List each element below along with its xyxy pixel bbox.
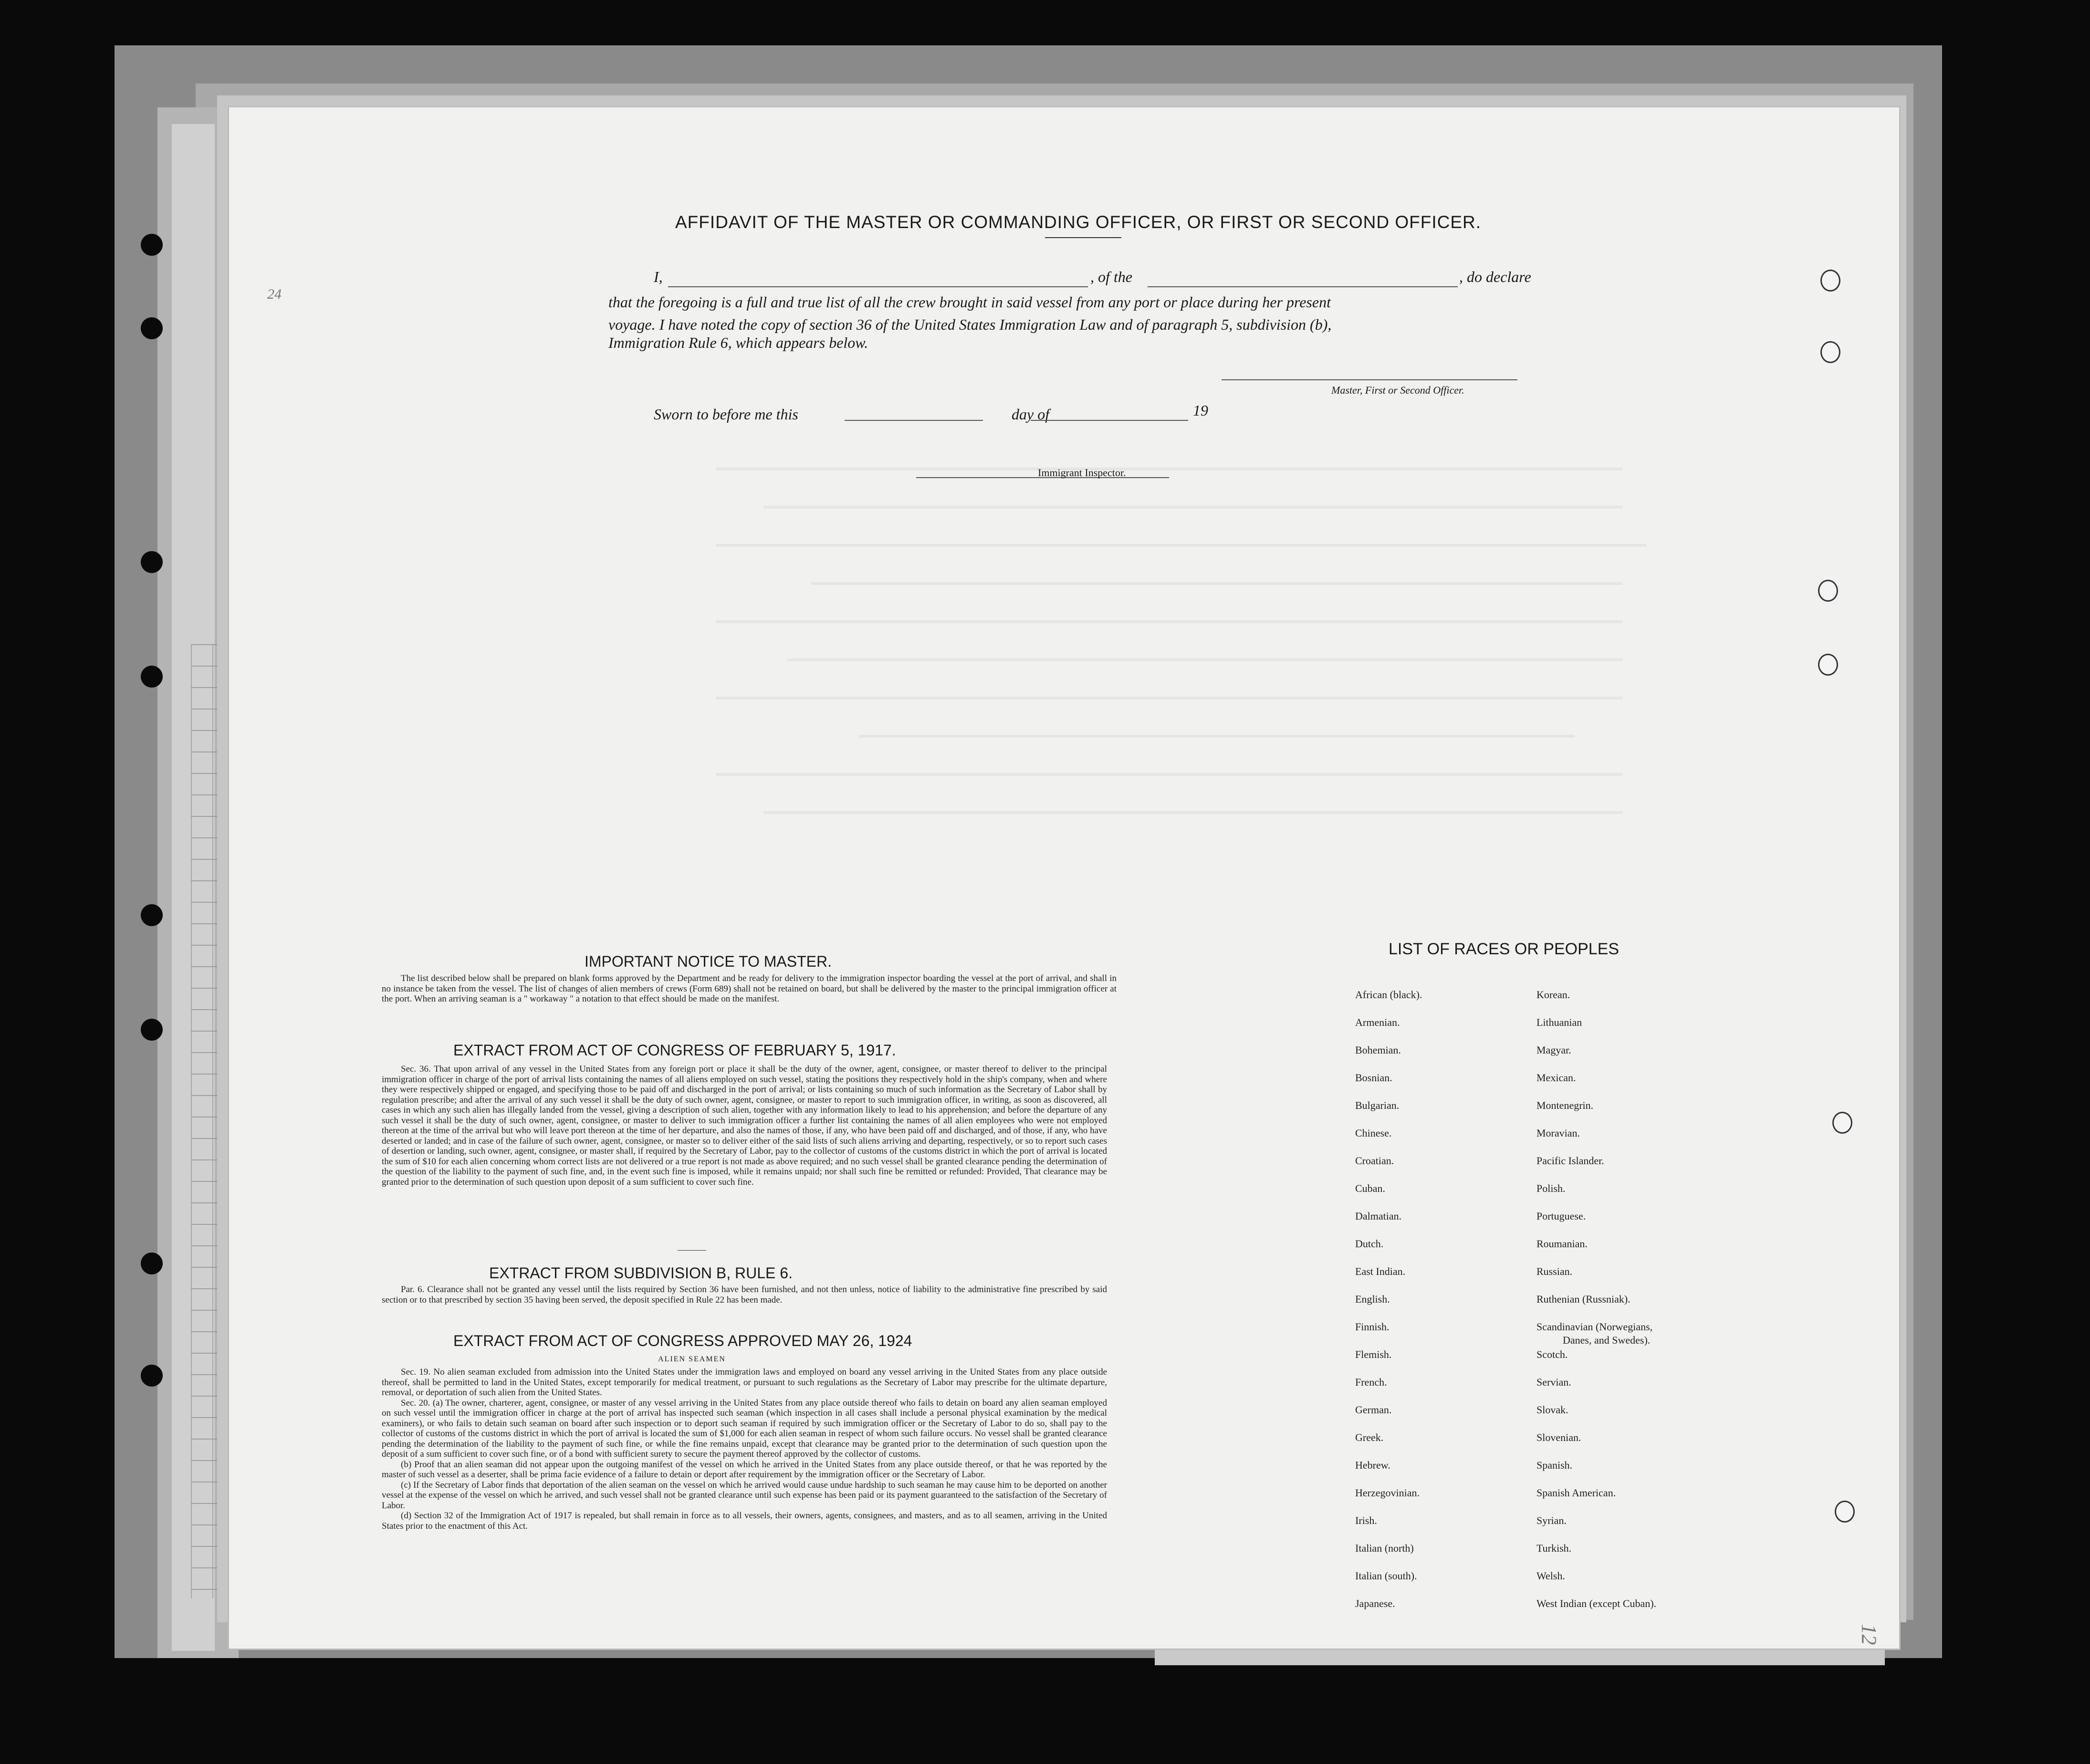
race-item-left: Dutch. (1355, 1238, 1384, 1250)
race-item-left: Japanese. (1355, 1597, 1395, 1609)
binder-hole (141, 234, 163, 256)
race-item-right: Pacific Islander. (1536, 1155, 1604, 1167)
binder-hole (141, 551, 163, 573)
races-left-column (1355, 989, 1527, 1638)
notice-paragraph: The list described below shall be prepared on blank forms approved by the Department and be ready for delivery to the immigration inspector boarding the vessel at the port of arrival, and shall in no instance be taken from the vessel. The list of changes of alien members of crews (Form 689) shall not be retained on board, but shall be delivered by the master to the principal immigration officer at the port. When an arriving seaman is a " workaway " a notation to that effect should be made on the manifest. (382, 973, 1117, 1004)
binder-hole (141, 1253, 163, 1274)
race-item-right: Ruthenian (Russniak). (1536, 1293, 1630, 1305)
race-item-right: Korean. (1536, 989, 1570, 1001)
race-item-right: Lithuanian (1536, 1016, 1582, 1028)
race-item-right: Scandinavian (Norwegians, (1536, 1321, 1653, 1333)
punch-hole (1820, 341, 1840, 363)
affidavit-of-the-label: , of the (1090, 268, 1132, 285)
race-item-left: Herzegovinian. (1355, 1487, 1420, 1499)
day-of-label: day of (1012, 406, 1050, 423)
race-item-right: Montenegrin. (1536, 1099, 1594, 1111)
year-prefix: 19 (1193, 402, 1208, 419)
race-item-right: Russian. (1536, 1265, 1573, 1277)
race-item-left: Cuban. (1355, 1182, 1385, 1194)
inspector-label: Immigrant Inspector. (1038, 467, 1126, 479)
punch-hole (1818, 654, 1838, 676)
master-signature-line[interactable] (1222, 379, 1517, 380)
race-item-left: Italian (south). (1355, 1570, 1417, 1582)
notice-title: IMPORTANT NOTICE TO MASTER. (585, 953, 832, 970)
race-item-right: Moravian. (1536, 1127, 1580, 1139)
extract-1917-title: EXTRACT FROM ACT OF CONGRESS OF FEBRUARY 5, 1917. (453, 1042, 896, 1059)
bottom-sheet-edge (1155, 1646, 1885, 1665)
master-name-line[interactable] (668, 286, 1088, 287)
race-item-left: African (black). (1355, 989, 1422, 1001)
race-item-left: Flemish. (1355, 1348, 1392, 1360)
section-rule (678, 1250, 706, 1251)
race-item-left: Dalmatian. (1355, 1210, 1402, 1222)
extract-rule6-title: EXTRACT FROM SUBDIVISION B, RULE 6. (489, 1264, 793, 1282)
section-20a-paragraph: Sec. 20. (a) The owner, charterer, agent, consignee, or master of any vessel arriving in the United States from any place outside thereof who fails to detain on board any alien seaman employed on such vessel until the immigration officer in charge at the port of arrival has inspected such seaman (which inspection in all cases shall include a personal physical examination by the medical examiners), or who fails to detain such seaman on board after such inspection or to deport such seaman if required by such immigration officer or the Secretary of Labor to do so, shall pay to the collector of customs of the customs district in which the port of arrival is located the sum of $1,000 for each alien seaman in respect of whom such failure occurs. No vessel shall be granted clearance pending the determination of the liability to the payment of such fine, or while the fine remains unpaid, except that clearance may be granted prior to the determination of such question upon the deposit of a sum sufficient to cover such fine, or of a bond with sufficient surety to secure the payment thereof approved by the collector of customs. (382, 1398, 1107, 1459)
bleed-through-table (716, 453, 1718, 883)
binder-hole (141, 317, 163, 339)
section-36-paragraph: Sec. 36. That upon arrival of any vessel in the United States from any foreign port or place it shall be the duty of the owner, agent, consignee, or master thereof to deliver to the principal immigration officer in charge of the port of arrival lists containing the names of all aliens employed on such vessel, stating the positions they respectively hold in the ship's company, when and where they were respectively shipped or engaged, and specifying those to be paid off and discharged in the port of arrival; or lists containing so much of such information as the Secretary of Labor shall by regulation prescribe; and after the arrival of any such vessel it shall be the duty of such owner, agent, consignee, or master to report to such immigration officer, in writing, as soon as discovered, all cases in which any such alien has illegally landed from the vessel, giving a description of such alien, together with any information likely to lead to his apprehension; and before the departure of any such vessel it shall be the duty of such owner, agent, consignee, or master to deliver to such immigration officer a further list containing the names of all alien employees who were not employed thereon at the time of the arrival but who will leave port thereon at the time of her departure, and also the names of those, if any, who have been paid off and discharged, and of those, if any, who have deserted or landed; and in case of the failure of such owner, agent, consignee, or master so to deliver either of the said lists of such aliens arriving and departing, respectively, or so to report such cases of desertion or landing, such owner, agent, consignee, or master shall, if required by the Secretary of Labor, pay to the collector of customs of the customs district in which the port of arrival is located the sum of $10 for each alien concerning whom correct lists are not delivered or a true report is not made as above required; and no such vessel shall be granted clearance pending the determination of the question of the liability to the payment of such fine, and, in the event such fine is imposed, while it remains unpaid; nor shall such fine be remitted or refunded: Provided, That clearance may be granted prior to the determination of such question upon deposit of a sum sufficient to cover such fine. (382, 1064, 1107, 1187)
race-item-right: Magyar. (1536, 1044, 1571, 1056)
race-item-left: Croatian. (1355, 1155, 1394, 1167)
race-item-left: English. (1355, 1293, 1390, 1305)
race-item-right: Roumanian. (1536, 1238, 1588, 1250)
page-number-note: 12 (1857, 1624, 1881, 1645)
extract-1924-title: EXTRACT FROM ACT OF CONGRESS APPROVED MAY 26, 1924 (453, 1332, 912, 1349)
race-item-left: Finnish. (1355, 1321, 1390, 1333)
affidavit-i-label: I, (654, 268, 663, 285)
sworn-day-line[interactable] (845, 420, 983, 421)
race-item-left: German. (1355, 1404, 1392, 1416)
affidavit-body-line-1: that the foregoing is a full and true list of all the crew brought in said vessel from any port or place during her present (608, 293, 1331, 311)
punch-hole (1832, 1112, 1852, 1134)
race-item-right: West Indian (except Cuban). (1536, 1597, 1657, 1609)
race-item-left: Hebrew. (1355, 1459, 1390, 1471)
paragraph-6: Par. 6. Clearance shall not be granted any vessel until the lists required by Section 36 have been furnished, and not then unless, notice of liability to the administrative fine prescribed by said section or to that prescribed by section 35 having been served, the deposit specified in Rule 22 has been made. (382, 1284, 1107, 1305)
race-item-right: Turkish. (1536, 1542, 1572, 1554)
punch-hole (1818, 580, 1838, 602)
affidavit-body-line-3: Immigration Rule 6, which appears below. (608, 334, 868, 351)
race-item-right: Servian. (1536, 1376, 1571, 1388)
notice-body (382, 973, 1117, 1004)
title-rule (1045, 237, 1121, 238)
master-signature-label: Master, First or Second Officer. (1331, 384, 1464, 396)
race-item-right: Spanish. (1536, 1459, 1573, 1471)
race-item-right: Danes, and Swedes). (1563, 1334, 1651, 1346)
punch-hole (1835, 1501, 1855, 1523)
vessel-name-line[interactable] (1148, 286, 1458, 287)
affidavit-body-line-2: voyage. I have noted the copy of section 36 of the United States Immigration Law and of paragraph 5, subdivision (b), (608, 316, 1332, 333)
race-item-right: Welsh. (1536, 1570, 1565, 1582)
race-item-left: Bosnian. (1355, 1072, 1392, 1084)
binder-hole (141, 1365, 163, 1387)
binder-hole (141, 1019, 163, 1041)
race-item-left: Italian (north) (1355, 1542, 1414, 1554)
race-item-right: Spanish American. (1536, 1487, 1616, 1499)
race-item-left: Greek. (1355, 1431, 1384, 1443)
race-item-right: Mexican. (1536, 1072, 1576, 1084)
races-title: LIST OF RACES OR PEOPLES (1389, 940, 1620, 958)
affidavit-title: AFFIDAVIT OF THE MASTER OR COMMANDING OFFICER, OR FIRST OR SECOND OFFICER. (675, 212, 1482, 232)
race-item-right: Syrian. (1536, 1514, 1567, 1526)
race-item-left: Irish. (1355, 1514, 1377, 1526)
races-right-column (1536, 989, 1804, 1638)
extract-1917-body (382, 1064, 1107, 1187)
race-item-left: Bohemian. (1355, 1044, 1401, 1056)
race-item-right: Slovenian. (1536, 1431, 1581, 1443)
margin-number: 24 (267, 286, 282, 302)
sworn-month-line[interactable] (1031, 420, 1188, 421)
binder-hole (141, 666, 163, 688)
section-20b-paragraph: (b) Proof that an alien seaman did not appear upon the outgoing manifest of the vessel on which he arrived in the United States from any place outside thereof, or that he was reported by the master of such vessel as a deserter, shall be prima facie evidence of a failure to detain or deport after requirement by the immigration officer or the Secretary of Labor. (382, 1459, 1107, 1480)
punch-hole (1820, 270, 1840, 292)
race-item-right: Polish. (1536, 1182, 1566, 1194)
binder-hole (141, 904, 163, 926)
race-item-left: Bulgarian. (1355, 1099, 1400, 1111)
race-item-right: Portuguese. (1536, 1210, 1586, 1222)
alien-seamen-heading: ALIEN SEAMEN (658, 1355, 726, 1363)
sworn-label: Sworn to before me this (654, 406, 798, 423)
race-item-left: French. (1355, 1376, 1387, 1388)
extract-1924-body (382, 1367, 1107, 1531)
section-20d-paragraph: (d) Section 32 of the Immigration Act of 1917 is repealed, but shall remain in force as to all vessels, their owners, agents, consignees, and masters, and as to all seamen, arriving in the United States prior to the enactment of this Act. (382, 1511, 1107, 1531)
race-item-right: Scotch. (1536, 1348, 1568, 1360)
affidavit-do-declare: , do declare (1459, 268, 1531, 285)
extract-rule6-body (382, 1284, 1107, 1305)
section-19-paragraph: Sec. 19. No alien seaman excluded from admission into the United States under the immigration laws and employed on board any vessel arriving in the United States from any place outside thereof, shall be permitted to land in the United States, except temporarily for medical treatment, or pursuant to such regulations as the Secretary of Labor may prescribe for the ultimate departure, removal, or deportation of such alien from the United States. (382, 1367, 1107, 1398)
race-item-left: Chinese. (1355, 1127, 1392, 1139)
section-20c-paragraph: (c) If the Secretary of Labor finds that deportation of the alien seaman on the vessel on which he arrived would cause undue hardship to such seaman he may cause him to be deported on another vessel at the expense of the vessel on which he arrived, and such vessel shall not be granted clearance until such expense has been paid or its payment guaranteed to the satisfaction of the Secretary of Labor. (382, 1480, 1107, 1511)
race-item-right: Slovak. (1536, 1404, 1568, 1416)
race-item-left: Armenian. (1355, 1016, 1400, 1028)
race-item-left: East Indian. (1355, 1265, 1406, 1277)
